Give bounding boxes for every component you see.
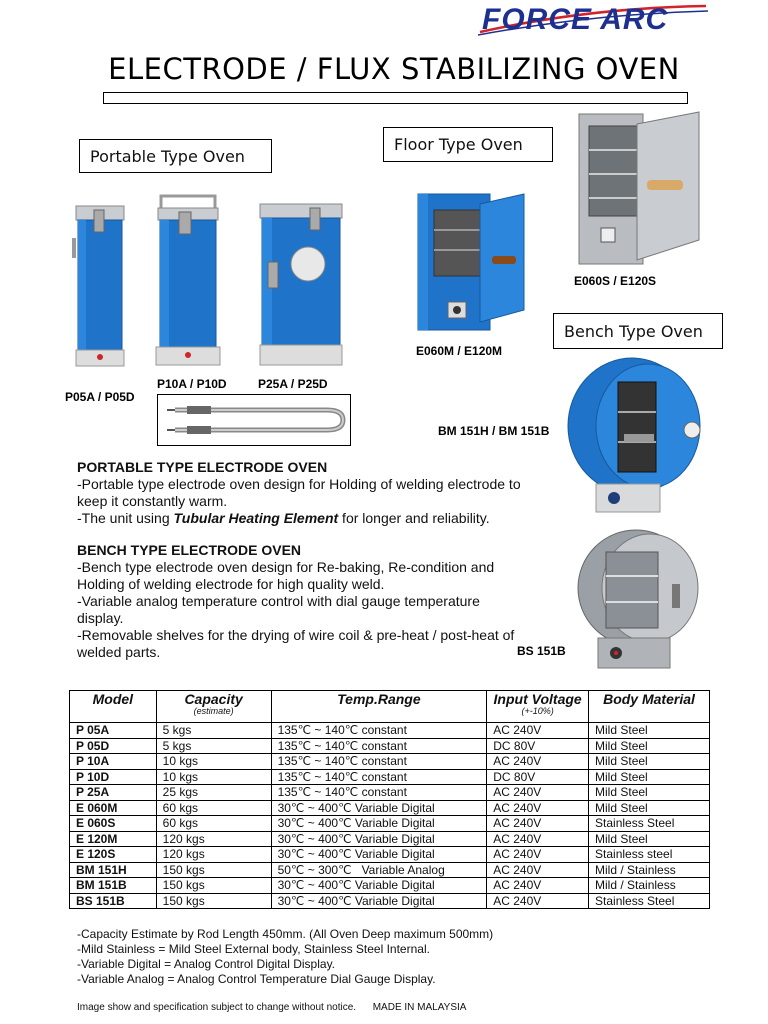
table-row xyxy=(70,738,710,754)
cell-temp: 135℃ ~ 140℃ constant xyxy=(271,738,487,754)
cell-voltage: AC 240V xyxy=(487,893,589,909)
floor-oven-e060m-image xyxy=(412,190,532,340)
cell-capacity: 60 kgs xyxy=(156,800,271,816)
note-item: -Variable Analog = Analog Control Temperature Dial Gauge Display. xyxy=(77,972,436,986)
cell-material: Stainless steel xyxy=(589,847,710,863)
bench-line-2: -Variable analog temperature control with dial gauge temperature display. xyxy=(77,593,480,626)
portable-type-label-text: Portable Type Oven xyxy=(90,146,245,166)
table-row xyxy=(70,785,710,801)
cell-model: E 120M xyxy=(70,831,157,847)
cell-voltage: DC 80V xyxy=(487,769,589,785)
caption-e060s: E060S / E120S xyxy=(574,274,657,288)
cell-temp: 135℃ ~ 140℃ constant xyxy=(271,723,487,739)
cell-material: Mild Steel xyxy=(589,738,710,754)
cell-voltage: AC 240V xyxy=(487,862,589,878)
note-item: -Variable Digital = Analog Control Digital Display. xyxy=(77,957,336,971)
portable-line-1: -Portable type electrode oven design for Holding of welding electrode to keep it constantly warm. xyxy=(77,476,521,509)
cell-voltage: AC 240V xyxy=(487,800,589,816)
cell-material: Mild Steel xyxy=(589,800,710,816)
cell-capacity: 150 kgs xyxy=(156,862,271,878)
logo-text: FORCE ARC xyxy=(482,3,669,36)
caption-bm151: BM 151H / BM 151B xyxy=(438,424,550,438)
caption-p25: P25A / P25D xyxy=(258,377,328,391)
bench-oven-bm151-image xyxy=(562,352,712,516)
cell-voltage: AC 240V xyxy=(487,831,589,847)
header-temp-range: Temp.Range xyxy=(271,691,487,723)
cell-temp: 30℃ ~ 400℃ Variable Digital xyxy=(271,831,487,847)
cell-model: E 060S xyxy=(70,816,157,832)
bench-type-label-text: Bench Type Oven xyxy=(564,321,703,341)
tubular-heating-element-text: Tubular Heating Element xyxy=(173,510,339,526)
cell-material: Mild / Stainless xyxy=(589,862,710,878)
portable-line-2: -The unit using Tubular Heating Element for longer and reliability. xyxy=(77,510,490,526)
cell-temp: 30℃ ~ 400℃ Variable Digital xyxy=(271,878,487,894)
bench-type-label xyxy=(553,313,723,349)
caption-p10: P10A / P10D xyxy=(157,377,227,391)
caption-p05: P05A / P05D xyxy=(65,390,135,404)
table-row xyxy=(70,862,710,878)
bench-section-heading: BENCH TYPE ELECTRODE OVEN xyxy=(77,542,302,558)
cell-voltage: AC 240V xyxy=(487,785,589,801)
cell-temp: 50℃ ~ 300℃ Variable Analog xyxy=(271,862,487,878)
cell-model: E 060M xyxy=(70,800,157,816)
portable-oven-p25-image xyxy=(256,200,346,370)
cell-material: Mild Steel xyxy=(589,769,710,785)
bench-section-body xyxy=(77,559,527,661)
table-row xyxy=(70,754,710,770)
cell-material: Stainless Steel xyxy=(589,816,710,832)
table-header-row xyxy=(70,691,710,723)
cell-material: Stainless Steel xyxy=(589,893,710,909)
cell-voltage: AC 240V xyxy=(487,754,589,770)
cell-capacity: 5 kgs xyxy=(156,738,271,754)
cell-temp: 135℃ ~ 140℃ constant xyxy=(271,754,487,770)
bench-line-3: -Removable shelves for the drying of wire coil & pre-heat / post-heat of welded parts. xyxy=(77,627,515,660)
title-underline-box xyxy=(103,92,688,104)
cell-capacity: 60 kgs xyxy=(156,816,271,832)
cell-model: BM 151B xyxy=(70,878,157,894)
portable-oven-p10-image xyxy=(153,192,223,368)
header-input-voltage: Input Voltage (+-10%) xyxy=(487,691,589,723)
cell-material: Mild Steel xyxy=(589,831,710,847)
cell-capacity: 120 kgs xyxy=(156,847,271,863)
cell-capacity: 10 kgs xyxy=(156,754,271,770)
cell-model: P 10D xyxy=(70,769,157,785)
cell-capacity: 120 kgs xyxy=(156,831,271,847)
cell-model: E 120S xyxy=(70,847,157,863)
floor-type-label-text: Floor Type Oven xyxy=(394,135,523,154)
cell-material: Mild Steel xyxy=(589,785,710,801)
portable-oven-p05-image xyxy=(70,200,130,370)
note-item: -Mild Stainless = Mild Steel External body, Stainless Steel Internal. xyxy=(77,942,430,956)
brand-logo xyxy=(478,2,708,38)
table-row xyxy=(70,847,710,863)
cell-voltage: AC 240V xyxy=(487,723,589,739)
cell-temp: 30℃ ~ 400℃ Variable Digital xyxy=(271,816,487,832)
floor-type-label xyxy=(383,127,553,162)
page-title: ELECTRODE / FLUX STABILIZING OVEN xyxy=(108,52,680,86)
footer-disclaimer: Image show and specification subject to change without notice. MADE IN MALAYSIA xyxy=(77,1002,467,1013)
cell-model: P 10A xyxy=(70,754,157,770)
cell-capacity: 10 kgs xyxy=(156,769,271,785)
table-row xyxy=(70,800,710,816)
cell-capacity: 25 kgs xyxy=(156,785,271,801)
table-row xyxy=(70,769,710,785)
cell-material: Mild Steel xyxy=(589,723,710,739)
cell-voltage: AC 240V xyxy=(487,878,589,894)
caption-bs151b: BS 151B xyxy=(517,644,566,658)
caption-e060m: E060M / E120M xyxy=(416,344,503,358)
cell-material: Mild / Stainless xyxy=(589,878,710,894)
cell-temp: 30℃ ~ 400℃ Variable Digital xyxy=(271,800,487,816)
table-row xyxy=(70,816,710,832)
cell-capacity: 150 kgs xyxy=(156,893,271,909)
floor-oven-e060s-image xyxy=(575,110,705,270)
header-body-material: Body Material xyxy=(589,691,710,723)
cell-voltage: AC 240V xyxy=(487,847,589,863)
portable-section-body xyxy=(77,476,527,527)
cell-temp: 135℃ ~ 140℃ constant xyxy=(271,785,487,801)
table-row xyxy=(70,893,710,909)
table-row xyxy=(70,878,710,894)
portable-type-label xyxy=(79,139,272,173)
cell-voltage: DC 80V xyxy=(487,738,589,754)
cell-model: BM 151H xyxy=(70,862,157,878)
bench-oven-bs151b-image xyxy=(572,526,706,672)
note-item: -Capacity Estimate by Rod Length 450mm. (All Oven Deep maximum 500mm) xyxy=(77,927,494,941)
cell-model: P 25A xyxy=(70,785,157,801)
cell-voltage: AC 240V xyxy=(487,816,589,832)
table-row xyxy=(70,723,710,739)
bench-line-1: -Bench type electrode oven design for Re-baking, Re-condition and Holding of welding electrode for high quality weld. xyxy=(77,559,495,592)
cell-model: P 05A xyxy=(70,723,157,739)
cell-model: BS 151B xyxy=(70,893,157,909)
cell-capacity: 5 kgs xyxy=(156,723,271,739)
notes-list xyxy=(77,927,493,987)
cell-temp: 30℃ ~ 400℃ Variable Digital xyxy=(271,893,487,909)
cell-temp: 135℃ ~ 140℃ constant xyxy=(271,769,487,785)
spec-table xyxy=(69,690,710,909)
header-capacity: Capacity (estimate) xyxy=(156,691,271,723)
cell-model: P 05D xyxy=(70,738,157,754)
header-model: Model xyxy=(70,691,157,723)
table-row xyxy=(70,831,710,847)
cell-material: Mild Steel xyxy=(589,754,710,770)
cell-temp: 30℃ ~ 400℃ Variable Digital xyxy=(271,847,487,863)
heating-element-diagram xyxy=(157,394,351,446)
cell-capacity: 150 kgs xyxy=(156,878,271,894)
portable-section-heading: PORTABLE TYPE ELECTRODE OVEN xyxy=(77,459,328,475)
